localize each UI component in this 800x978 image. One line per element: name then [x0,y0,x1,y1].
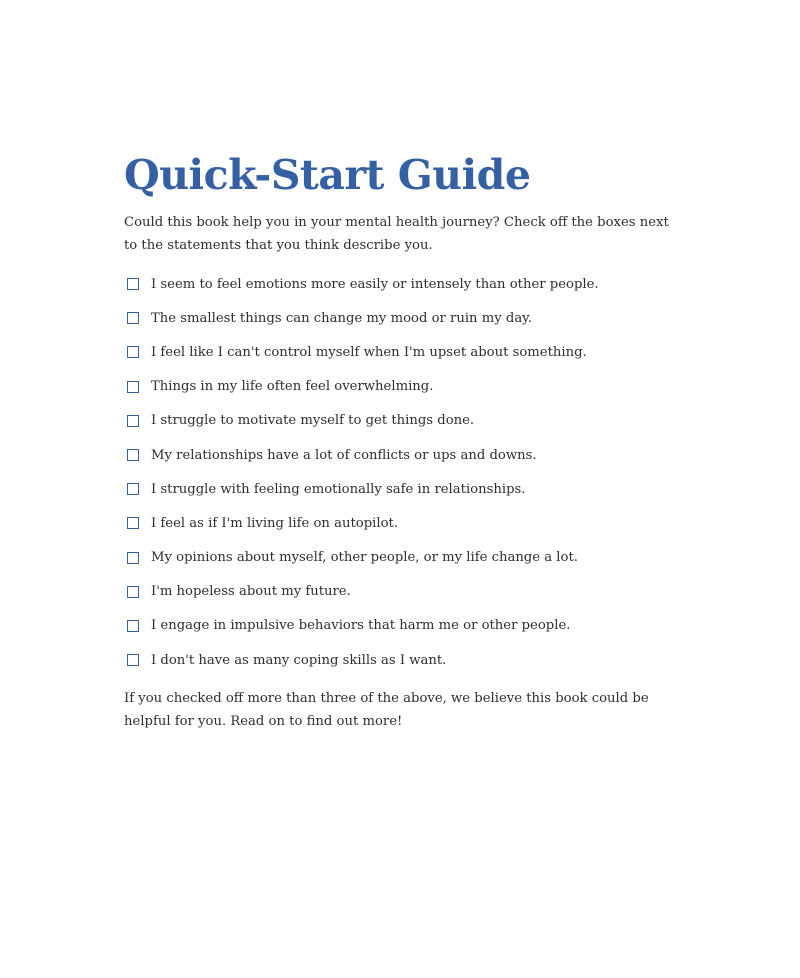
checklist-item-label: I feel like I can't control myself when I'm upset about something. [151,344,587,360]
checkbox[interactable] [127,312,139,324]
checklist-item-label: The smallest things can change my mood or ruin my day. [151,310,533,326]
checklist-item-label: My opinions about myself, other people, or my life change a lot. [151,550,578,566]
page-title: Quick-Start Guide [124,151,531,199]
checkbox[interactable] [127,415,139,427]
checklist-item [124,506,684,540]
checklist-item [124,404,684,438]
intro-paragraph: Could this book help you in your mental health journey? Check off the boxes next to the statements that you think describe you. [124,215,669,253]
checkbox[interactable] [127,278,139,290]
checklist-item [124,541,684,575]
checkbox[interactable] [127,654,139,666]
checkbox[interactable] [127,620,139,632]
checklist-item [124,643,684,677]
checklist-item [124,301,684,335]
checklist-item-label: I engage in impulsive behaviors that harm me or other people. [151,618,571,634]
closing-paragraph: If you checked off more than three of the above, we believe this book could be helpful for you. Read on to find out more! [124,691,649,730]
checkbox[interactable] [127,449,139,461]
checklist-item [124,370,684,404]
checkbox[interactable] [127,586,139,598]
checklist-item-label: I feel as if I'm living life on autopilot. [151,515,399,531]
checklist-item-label: I struggle with feeling emotionally safe in relationships. [151,481,526,497]
checkbox[interactable] [127,552,139,564]
checklist-item [124,267,684,301]
checklist-item [124,609,684,643]
checklist-item-label: My relationships have a lot of conflicts or ups and downs. [151,447,537,463]
checklist-item [124,575,684,609]
checkbox[interactable] [127,483,139,495]
checklist-item-label: I don't have as many coping skills as I want. [151,652,447,668]
checklist-item-label: I'm hopeless about my future. [151,584,351,600]
checkbox[interactable] [127,517,139,529]
checkbox[interactable] [127,381,139,393]
checklist-item [124,335,684,369]
checklist-item-label: Things in my life often feel overwhelming. [151,379,434,395]
checklist-item-label: I seem to feel emotions more easily or intensely than other people. [151,276,599,292]
checklist-item-label: I struggle to motivate myself to get things done. [151,413,475,429]
checkbox[interactable] [127,346,139,358]
statement-checklist [124,267,684,677]
checklist-item [124,438,684,472]
page-content [124,150,684,733]
checklist-item [124,472,684,506]
